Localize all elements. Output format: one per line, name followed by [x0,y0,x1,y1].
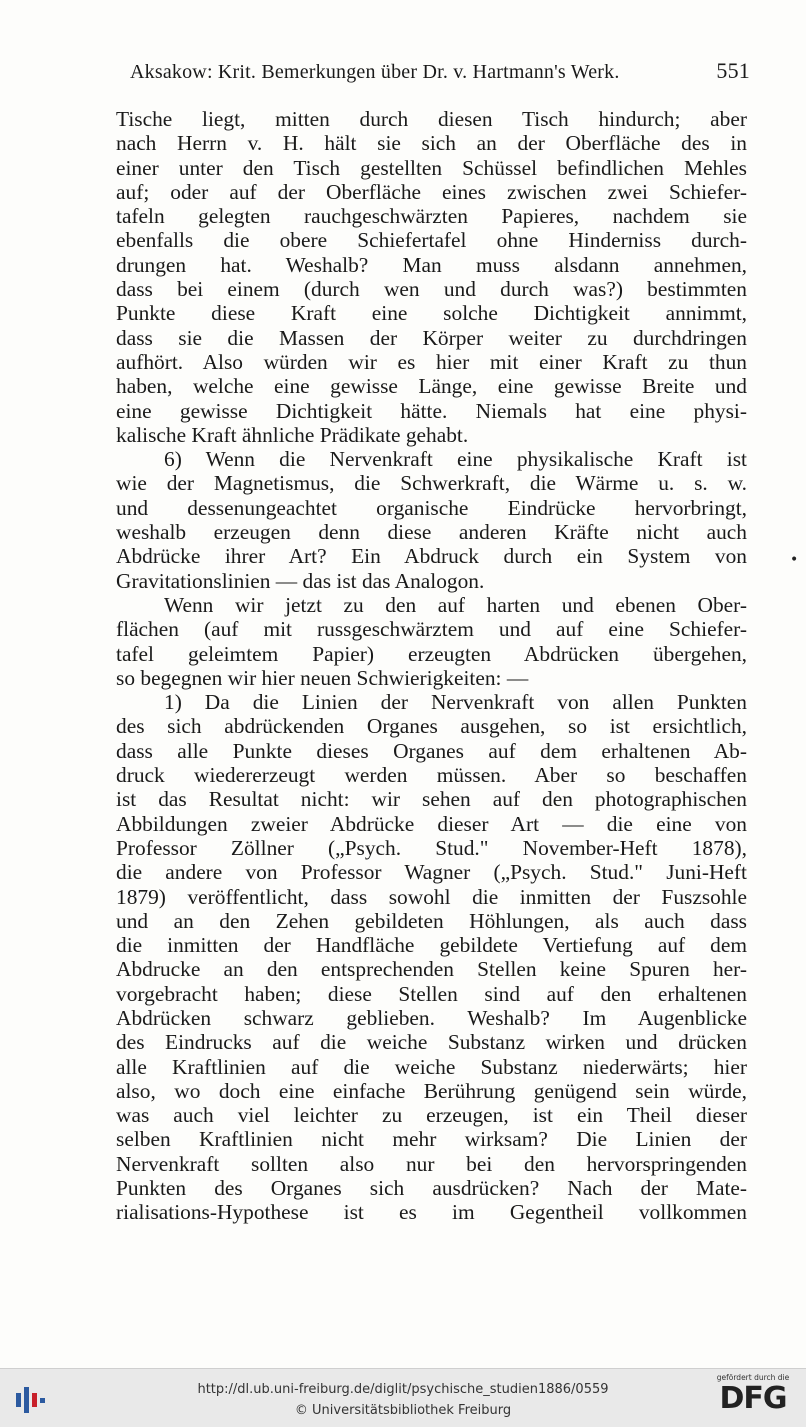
text-line: Abdrücke ihrer Art? Ein Abdruck durch ein System von [116,544,747,569]
copyright-notice: © Universitätsbibliothek Freiburg [294,1403,512,1418]
dfg-logo[interactable] [710,1373,796,1423]
text-line: auf; oder auf der Oberfläche eines zwischen zwei Schiefer- [116,179,747,204]
viewer-footer [0,1368,806,1427]
text-line: tafel geleimtem Papier) erzeugten Abdrücken übergehen, [116,641,747,666]
text-line: flächen (auf mit russgeschwärztem und auf eine Schiefer- [116,617,747,642]
text-line: so begegnen wir hier neuen Schwierigkeiten: — [116,665,529,690]
text-line: wie der Magnetismus, die Schwerkraft, die Wärme u. s. w. [116,471,747,496]
text-line: dass alle Punkte dieses Organes auf dem erhaltenen Ab- [116,738,747,763]
text-line: kalische Kraft ähnliche Prädikate gehabt. [116,422,469,447]
text-line: Professor Zöllner („Psych. Stud." November-Heft 1878), [116,835,747,860]
text-line: also, wo doch eine einfache Berührung genügend sein würde, [116,1078,747,1103]
text-line: vorgebracht haben; diese Stellen sind auf den erhaltenen [116,981,747,1006]
text-line: selben Kraftlinien nicht mehr wirksam? Die Linien der [116,1127,747,1152]
text-line: was auch viel leichter zu erzeugen, ist ein Theil dieser [116,1103,747,1128]
text-line: Abdrucke an den entsprechenden Stellen keine Spuren her- [116,957,747,982]
text-line: Tische liegt, mitten durch diesen Tisch hindurch; aber [116,107,747,131]
text-line: 6) Wenn die Nervenkraft eine physikalische Kraft ist [164,447,747,472]
text-line: des sich abdrückenden Organes ausgehen, so ist ersichtlich, [116,714,747,739]
text-line: die andere von Professor Wagner („Psych. Stud." Juni-Heft [116,860,747,885]
text-line: 1) Da die Linien der Nervenkraft von allen Punkten [164,690,747,715]
text-line: alle Kraftlinien auf die weiche Substanz niederwärts; hier [116,1054,747,1079]
running-header [130,58,750,84]
dfg-wordmark: DFG [719,1381,787,1416]
text-line: ebenfalls die obere Schiefertafel ohne Hinderniss durch- [116,228,747,253]
text-line: Punkte diese Kraft eine solche Dichtigkeit annimmt, [116,301,747,326]
dfg-caption: gefördert durch die [716,1373,790,1382]
text-line: Wenn wir jetzt zu den auf harten und ebenen Ober- [164,592,747,617]
text-line: des Eindrucks auf die weiche Substanz wirken und drücken [116,1030,747,1055]
text-line: einer unter den Tisch gestellten Schüssel befindlichen Mehles [116,155,747,180]
text-line: und dessenungeachtet organische Eindrücke hervorbringt, [116,495,747,520]
page-number: 551 [716,58,750,83]
text-line: die inmitten der Handfläche gebildete Vertiefung auf dem [116,933,747,958]
text-line: tafeln gelegten rauchgeschwärzten Papieres, nachdem sie [116,204,747,229]
text-line: 1879) veröffentlicht, dass sowohl die inmitten der Fuszsohle [116,884,747,909]
text-line: Nervenkraft sollten also nur bei den hervorspringenden [116,1151,747,1176]
text-line: dass bei einem (durch wen und durch was?) bestimmten [116,277,747,302]
margin-mark: • [790,552,799,568]
text-line: Abbildungen zweier Abdrücke dieser Art — die eine von [116,811,747,836]
text-line: nach Herrn v. H. hält sie sich an der Oberfläche des in [116,131,747,156]
text-line: drungen hat. Weshalb? Man muss alsdann annehmen, [116,252,747,277]
text-line: weshalb erzeugen denn diese anderen Kräfte nicht auch [116,520,747,545]
text-line: eine gewisse Dichtigkeit hätte. Niemals hat eine physi- [116,398,747,423]
text-line: aufhört. Also würden wir es hier mit einer Kraft zu thun [116,349,747,374]
text-line: haben, welche eine gewisse Länge, eine gewisse Breite und [116,374,747,399]
text-line: druck wiedererzeugt werden müssen. Aber so beschaffen [116,763,747,788]
text-line: Gravitationslinien — das ist das Analogon. [116,568,485,593]
running-title: Aksakow: Krit. Bemerkungen über Dr. v. Hartmann's Werk. [130,61,620,83]
permalink-url[interactable]: http://dl.ub.uni-freiburg.de/diglit/psychische_studien1886/0559 [197,1382,609,1397]
text-line: dass sie die Massen der Körper weiter zu durchdringen [116,325,747,350]
text-line: Abdrücken schwarz geblieben. Weshalb? Im Augenblicke [116,1005,747,1030]
text-line: und an den Zehen gebildeten Höhlungen, als auch dass [116,908,747,933]
body-text [116,107,747,1225]
text-line: ist das Resultat nicht: wir sehen auf den photographischen [116,787,747,812]
text-line: Punkten des Organes sich ausdrücken? Nach der Mate- [116,1176,747,1201]
text-line: rialisations-Hypothese ist es im Gegentheil vollkommen [116,1200,747,1225]
